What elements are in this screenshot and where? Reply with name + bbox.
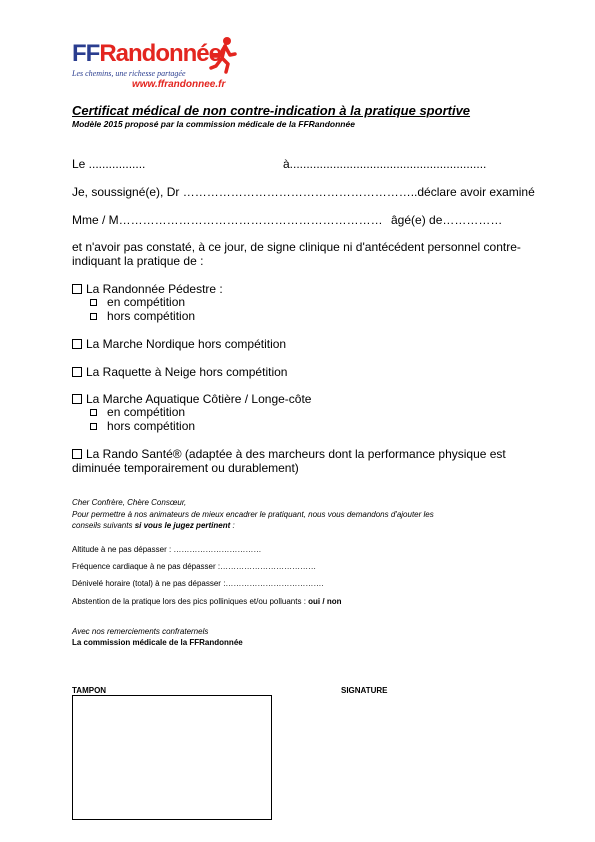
option-label: en compétition bbox=[107, 405, 186, 419]
option-label: La Marche Nordique hors compétition bbox=[86, 337, 287, 351]
option-label: La Randonnée Pédestre : bbox=[86, 282, 223, 296]
tampon-label: TAMPON bbox=[72, 686, 107, 695]
logo-randonnee-text: Randonnée bbox=[99, 40, 222, 67]
checkbox-icon[interactable] bbox=[90, 313, 97, 320]
signature-label: SIGNATURE bbox=[341, 686, 388, 695]
option-marche-aquatique[interactable] bbox=[72, 392, 311, 406]
doctor-field[interactable]: Je, soussigné(e), Dr …………………………………………………..déclare avoir examiné bbox=[72, 185, 535, 199]
option-label: La Raquette à Neige hors compétition bbox=[86, 365, 288, 379]
patient-age-field[interactable]: âgé(e) de…………… bbox=[391, 213, 503, 227]
date-field[interactable]: Le ................. bbox=[72, 157, 146, 171]
option-raquette-neige[interactable] bbox=[72, 365, 287, 379]
checkbox-icon[interactable] bbox=[90, 409, 97, 416]
checkbox-icon[interactable] bbox=[72, 394, 82, 404]
option-rando-sante[interactable] bbox=[72, 447, 506, 461]
logo-ff-text: FF bbox=[72, 40, 100, 67]
checkbox-icon[interactable] bbox=[72, 339, 82, 349]
option-pedestre-competition[interactable] bbox=[90, 295, 185, 309]
option-label: La Marche Aquatique Côtière / Longe-côte bbox=[86, 392, 312, 406]
pollen-abstention-field[interactable] bbox=[72, 597, 341, 606]
altitude-field[interactable]: Altitude à ne pas dépasser : …………………………… bbox=[72, 545, 262, 554]
tampon-box[interactable] bbox=[72, 695, 272, 820]
logo-tagline: Les chemins, une richesse partagée bbox=[72, 69, 186, 78]
letter-text: : bbox=[230, 521, 235, 530]
option-aquatique-hors-competition[interactable] bbox=[90, 419, 195, 433]
abstention-choice[interactable]: oui / non bbox=[308, 597, 342, 606]
closing-thanks: Avec nos remerciements confraternels bbox=[72, 627, 209, 636]
letter-line-1: Pour permettre à nos animateurs de mieux encadrer le pratiquant, nous vous demandons d'ajouter les bbox=[72, 510, 434, 519]
patient-name-field[interactable]: Mme / M………………………………………………………… bbox=[72, 213, 383, 227]
checkbox-icon[interactable] bbox=[72, 367, 82, 377]
option-label: hors compétition bbox=[107, 309, 196, 323]
checkbox-icon[interactable] bbox=[72, 449, 82, 459]
option-marche-nordique[interactable] bbox=[72, 337, 286, 351]
option-randonnee-pedestre[interactable] bbox=[72, 282, 223, 296]
letter-greeting: Cher Confrère, Chère Consœur, bbox=[72, 498, 187, 507]
option-pedestre-hors-competition[interactable] bbox=[90, 309, 195, 323]
option-label: en compétition bbox=[107, 295, 186, 309]
option-label: hors compétition bbox=[107, 419, 196, 433]
document-title: Certificat médical de non contre-indication à la pratique sportive bbox=[72, 103, 471, 118]
letter-emphasis: si vous le jugez pertinent bbox=[134, 521, 231, 530]
checkbox-icon[interactable] bbox=[72, 284, 82, 294]
ffrandonnee-logo bbox=[72, 40, 221, 68]
option-label: La Rando Santé® (adaptée à des marcheurs dont la performance physique est bbox=[86, 447, 506, 461]
logo-website: www.ffrandonnee.fr bbox=[132, 79, 226, 90]
abstention-label: Abstention de la pratique lors des pics polliniques et/ou polluants : bbox=[72, 597, 309, 606]
heart-rate-field[interactable]: Fréquence cardiaque à ne pas dépasser :……………………………… bbox=[72, 562, 317, 571]
document-subtitle: Modèle 2015 proposé par la commission médicale de la FFRandonnée bbox=[72, 119, 355, 129]
elevation-field[interactable]: Dénivelé horaire (total) à ne pas dépasser :………………………………. bbox=[72, 579, 324, 588]
option-rando-sante-line-2: diminuée temporairement ou durablement) bbox=[72, 461, 299, 475]
hiker-icon bbox=[208, 36, 238, 74]
option-aquatique-competition[interactable] bbox=[90, 405, 185, 419]
checkbox-icon[interactable] bbox=[90, 423, 97, 430]
statement-line-2: indiquant la pratique de : bbox=[72, 254, 204, 268]
letter-text: conseils suivants bbox=[72, 521, 135, 530]
checkbox-icon[interactable] bbox=[90, 299, 97, 306]
closing-signoff: La commission médicale de la FFRandonnée bbox=[72, 638, 243, 647]
letter-line-2 bbox=[72, 521, 235, 530]
statement-line-1: et n'avoir pas constaté, à ce jour, de signe clinique ni d'antécédent personnel contre- bbox=[72, 240, 521, 254]
place-field[interactable]: à........................................................... bbox=[283, 157, 487, 171]
